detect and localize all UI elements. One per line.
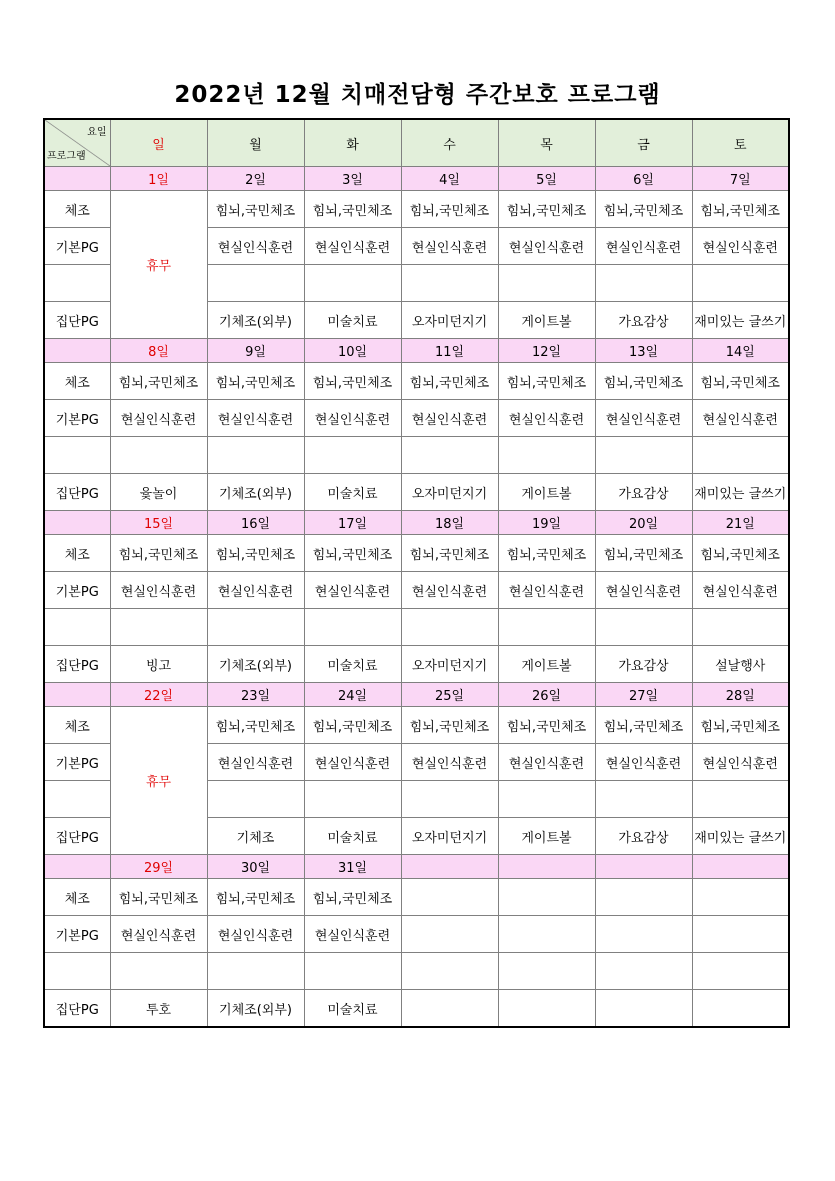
program-cell: 오자미던지기 [401, 302, 498, 339]
program-cell: 설날행사 [692, 646, 789, 683]
program-cell [498, 437, 595, 474]
row-label: 기본PG [44, 916, 110, 953]
date-cell: 25일 [401, 683, 498, 707]
program-cell: 기체조(외부) [207, 990, 304, 1028]
program-cell: 미술치료 [304, 474, 401, 511]
program-cell: 현실인식훈련 [498, 572, 595, 609]
program-cell: 게이트볼 [498, 646, 595, 683]
program-cell: 현실인식훈련 [207, 744, 304, 781]
program-cell: 힘뇌,국민체조 [595, 191, 692, 228]
header-row [44, 119, 789, 167]
program-cell: 힘뇌,국민체조 [498, 707, 595, 744]
row-label: 체조 [44, 879, 110, 916]
date-row-label [44, 339, 110, 363]
program-cell: 현실인식훈련 [595, 744, 692, 781]
program-cell: 힘뇌,국민체조 [304, 535, 401, 572]
program-cell: 윷놀이 [110, 474, 207, 511]
program-cell: 힘뇌,국민체조 [401, 707, 498, 744]
date-cell: 4일 [401, 167, 498, 191]
row-label: 집단PG [44, 818, 110, 855]
date-cell: 20일 [595, 511, 692, 535]
program-row-basic-pg [44, 572, 789, 609]
program-cell: 현실인식훈련 [692, 400, 789, 437]
program-cell: 현실인식훈련 [304, 228, 401, 265]
program-cell: 힘뇌,국민체조 [304, 363, 401, 400]
program-cell: 현실인식훈련 [498, 228, 595, 265]
program-cell: 현실인식훈련 [207, 228, 304, 265]
program-cell: 미술치료 [304, 646, 401, 683]
program-cell: 힘뇌,국민체조 [110, 879, 207, 916]
row-label: 기본PG [44, 400, 110, 437]
program-cell: 힘뇌,국민체조 [692, 535, 789, 572]
date-cell: 17일 [304, 511, 401, 535]
program-row-blank [44, 609, 789, 646]
program-cell [304, 781, 401, 818]
holiday-cell: 휴무 [110, 707, 207, 855]
date-cell [692, 855, 789, 879]
program-cell: 기체조(외부) [207, 474, 304, 511]
program-row-exercise [44, 191, 789, 228]
date-row-label [44, 855, 110, 879]
program-cell: 현실인식훈련 [304, 572, 401, 609]
program-cell: 현실인식훈련 [207, 572, 304, 609]
program-cell: 오자미던지기 [401, 646, 498, 683]
program-row-group-pg [44, 474, 789, 511]
program-cell [110, 437, 207, 474]
program-cell: 힘뇌,국민체조 [692, 191, 789, 228]
program-cell: 현실인식훈련 [498, 400, 595, 437]
day-header-tue: 화 [304, 119, 401, 167]
program-row-group-pg [44, 990, 789, 1028]
program-cell [304, 437, 401, 474]
program-cell: 힘뇌,국민체조 [207, 535, 304, 572]
program-cell [110, 609, 207, 646]
program-cell: 힘뇌,국민체조 [595, 535, 692, 572]
program-cell [401, 781, 498, 818]
corner-cell [44, 119, 110, 167]
date-cell: 26일 [498, 683, 595, 707]
date-cell: 27일 [595, 683, 692, 707]
row-label: 기본PG [44, 572, 110, 609]
program-cell: 힘뇌,국민체조 [304, 191, 401, 228]
program-cell: 오자미던지기 [401, 818, 498, 855]
program-cell: 기체조(외부) [207, 646, 304, 683]
date-cell: 22일 [110, 683, 207, 707]
program-cell [304, 953, 401, 990]
date-cell: 23일 [207, 683, 304, 707]
row-label [44, 953, 110, 990]
date-cell [401, 855, 498, 879]
program-cell [595, 953, 692, 990]
program-cell [498, 781, 595, 818]
program-cell: 힘뇌,국민체조 [498, 191, 595, 228]
holiday-cell: 휴무 [110, 191, 207, 339]
day-header-mon: 월 [207, 119, 304, 167]
program-cell [595, 990, 692, 1028]
program-cell: 현실인식훈련 [692, 744, 789, 781]
program-cell: 빙고 [110, 646, 207, 683]
program-row-exercise [44, 707, 789, 744]
program-cell [595, 609, 692, 646]
day-header-fri: 금 [595, 119, 692, 167]
program-cell: 현실인식훈련 [110, 400, 207, 437]
program-cell [692, 609, 789, 646]
program-cell [207, 437, 304, 474]
row-label: 기본PG [44, 744, 110, 781]
corner-program-label: 프로그램 [47, 151, 86, 162]
program-cell [595, 265, 692, 302]
program-row-basic-pg [44, 916, 789, 953]
day-header-sun: 일 [110, 119, 207, 167]
program-cell [401, 437, 498, 474]
program-cell: 미술치료 [304, 818, 401, 855]
program-cell: 현실인식훈련 [110, 916, 207, 953]
program-cell [692, 990, 789, 1028]
corner-day-label: 요일 [87, 127, 107, 138]
program-cell: 힘뇌,국민체조 [207, 191, 304, 228]
date-cell: 2일 [207, 167, 304, 191]
program-cell [401, 953, 498, 990]
program-cell: 가요감상 [595, 818, 692, 855]
date-cell: 15일 [110, 511, 207, 535]
program-cell: 힘뇌,국민체조 [110, 363, 207, 400]
day-header-thu: 목 [498, 119, 595, 167]
row-label [44, 437, 110, 474]
date-cell [498, 855, 595, 879]
program-cell: 힘뇌,국민체조 [110, 535, 207, 572]
program-cell: 오자미던지기 [401, 474, 498, 511]
row-label: 집단PG [44, 990, 110, 1028]
program-cell: 현실인식훈련 [401, 228, 498, 265]
program-cell: 힘뇌,국민체조 [595, 707, 692, 744]
program-cell [498, 916, 595, 953]
date-row-label [44, 511, 110, 535]
program-cell: 재미있는 글쓰기 [692, 474, 789, 511]
program-cell: 미술치료 [304, 990, 401, 1028]
program-cell: 기체조(외부) [207, 302, 304, 339]
date-cell: 7일 [692, 167, 789, 191]
row-label: 집단PG [44, 302, 110, 339]
weekly-program-table [43, 118, 790, 1028]
program-cell [304, 609, 401, 646]
program-row-blank [44, 437, 789, 474]
program-cell [692, 879, 789, 916]
date-cell: 21일 [692, 511, 789, 535]
program-cell [595, 879, 692, 916]
day-header-wed: 수 [401, 119, 498, 167]
date-cell: 13일 [595, 339, 692, 363]
date-cell: 16일 [207, 511, 304, 535]
program-cell: 힘뇌,국민체조 [304, 879, 401, 916]
row-label: 기본PG [44, 228, 110, 265]
date-cell: 19일 [498, 511, 595, 535]
program-cell: 힘뇌,국민체조 [207, 707, 304, 744]
program-cell: 힘뇌,국민체조 [595, 363, 692, 400]
program-row-blank [44, 953, 789, 990]
date-cell: 10일 [304, 339, 401, 363]
page-title: 2022년 12월 치매전담형 주간보호 프로그램 [174, 82, 661, 108]
program-cell: 게이트볼 [498, 818, 595, 855]
row-label [44, 781, 110, 818]
date-row [44, 511, 789, 535]
program-cell: 가요감상 [595, 646, 692, 683]
program-cell [207, 781, 304, 818]
program-cell: 현실인식훈련 [207, 916, 304, 953]
program-cell [207, 953, 304, 990]
date-cell: 14일 [692, 339, 789, 363]
date-cell: 5일 [498, 167, 595, 191]
program-cell [401, 265, 498, 302]
date-cell: 3일 [304, 167, 401, 191]
date-cell: 9일 [207, 339, 304, 363]
program-cell [595, 916, 692, 953]
date-cell: 30일 [207, 855, 304, 879]
date-cell: 18일 [401, 511, 498, 535]
date-cell: 24일 [304, 683, 401, 707]
date-cell: 6일 [595, 167, 692, 191]
program-cell: 현실인식훈련 [401, 744, 498, 781]
program-cell: 힘뇌,국민체조 [498, 535, 595, 572]
program-cell: 힘뇌,국민체조 [401, 363, 498, 400]
program-cell [304, 265, 401, 302]
program-cell [498, 953, 595, 990]
date-row [44, 855, 789, 879]
row-label: 집단PG [44, 474, 110, 511]
program-cell: 가요감상 [595, 302, 692, 339]
program-row-basic-pg [44, 400, 789, 437]
row-label: 체조 [44, 535, 110, 572]
program-cell: 현실인식훈련 [110, 572, 207, 609]
date-cell: 8일 [110, 339, 207, 363]
program-cell: 현실인식훈련 [207, 400, 304, 437]
program-cell: 현실인식훈련 [304, 916, 401, 953]
program-cell: 현실인식훈련 [692, 228, 789, 265]
program-cell: 현실인식훈련 [498, 744, 595, 781]
program-cell: 현실인식훈련 [401, 400, 498, 437]
program-cell: 힘뇌,국민체조 [207, 363, 304, 400]
program-cell: 현실인식훈련 [304, 400, 401, 437]
date-cell: 1일 [110, 167, 207, 191]
program-cell: 현실인식훈련 [401, 572, 498, 609]
program-row-exercise [44, 879, 789, 916]
date-cell [595, 855, 692, 879]
date-row [44, 683, 789, 707]
program-cell: 현실인식훈련 [692, 572, 789, 609]
date-row-label [44, 167, 110, 191]
schedule-body [44, 167, 789, 1028]
program-row-exercise [44, 535, 789, 572]
day-header-sat: 토 [692, 119, 789, 167]
program-cell: 현실인식훈련 [595, 572, 692, 609]
program-cell: 재미있는 글쓰기 [692, 818, 789, 855]
program-cell [498, 990, 595, 1028]
program-cell [595, 781, 692, 818]
program-cell [401, 990, 498, 1028]
program-cell: 현실인식훈련 [595, 400, 692, 437]
program-cell: 힘뇌,국민체조 [401, 191, 498, 228]
program-cell: 게이트볼 [498, 302, 595, 339]
program-cell [498, 609, 595, 646]
program-cell: 가요감상 [595, 474, 692, 511]
program-cell [207, 265, 304, 302]
program-cell [595, 437, 692, 474]
date-cell: 12일 [498, 339, 595, 363]
program-cell: 미술치료 [304, 302, 401, 339]
program-cell [401, 879, 498, 916]
date-cell: 11일 [401, 339, 498, 363]
program-cell: 현실인식훈련 [304, 744, 401, 781]
program-cell [692, 265, 789, 302]
program-cell: 재미있는 글쓰기 [692, 302, 789, 339]
program-row-exercise [44, 363, 789, 400]
program-cell: 힘뇌,국민체조 [692, 707, 789, 744]
row-label: 체조 [44, 363, 110, 400]
row-label [44, 265, 110, 302]
date-row [44, 339, 789, 363]
row-label: 체조 [44, 707, 110, 744]
row-label: 집단PG [44, 646, 110, 683]
program-cell [110, 953, 207, 990]
row-label [44, 609, 110, 646]
program-cell [692, 916, 789, 953]
program-cell [692, 437, 789, 474]
program-cell: 힘뇌,국민체조 [207, 879, 304, 916]
program-cell: 현실인식훈련 [595, 228, 692, 265]
date-row [44, 167, 789, 191]
program-cell [401, 609, 498, 646]
program-cell [692, 781, 789, 818]
program-cell: 힘뇌,국민체조 [498, 363, 595, 400]
program-cell [498, 265, 595, 302]
program-cell: 투호 [110, 990, 207, 1028]
program-cell: 힘뇌,국민체조 [304, 707, 401, 744]
program-cell: 기체조 [207, 818, 304, 855]
date-cell: 28일 [692, 683, 789, 707]
program-cell: 힘뇌,국민체조 [692, 363, 789, 400]
program-cell: 힘뇌,국민체조 [401, 535, 498, 572]
program-cell [207, 609, 304, 646]
program-cell [498, 879, 595, 916]
program-row-group-pg [44, 646, 789, 683]
program-cell [401, 916, 498, 953]
row-label: 체조 [44, 191, 110, 228]
date-row-label [44, 683, 110, 707]
program-cell: 게이트볼 [498, 474, 595, 511]
program-cell [692, 953, 789, 990]
date-cell: 29일 [110, 855, 207, 879]
date-cell: 31일 [304, 855, 401, 879]
